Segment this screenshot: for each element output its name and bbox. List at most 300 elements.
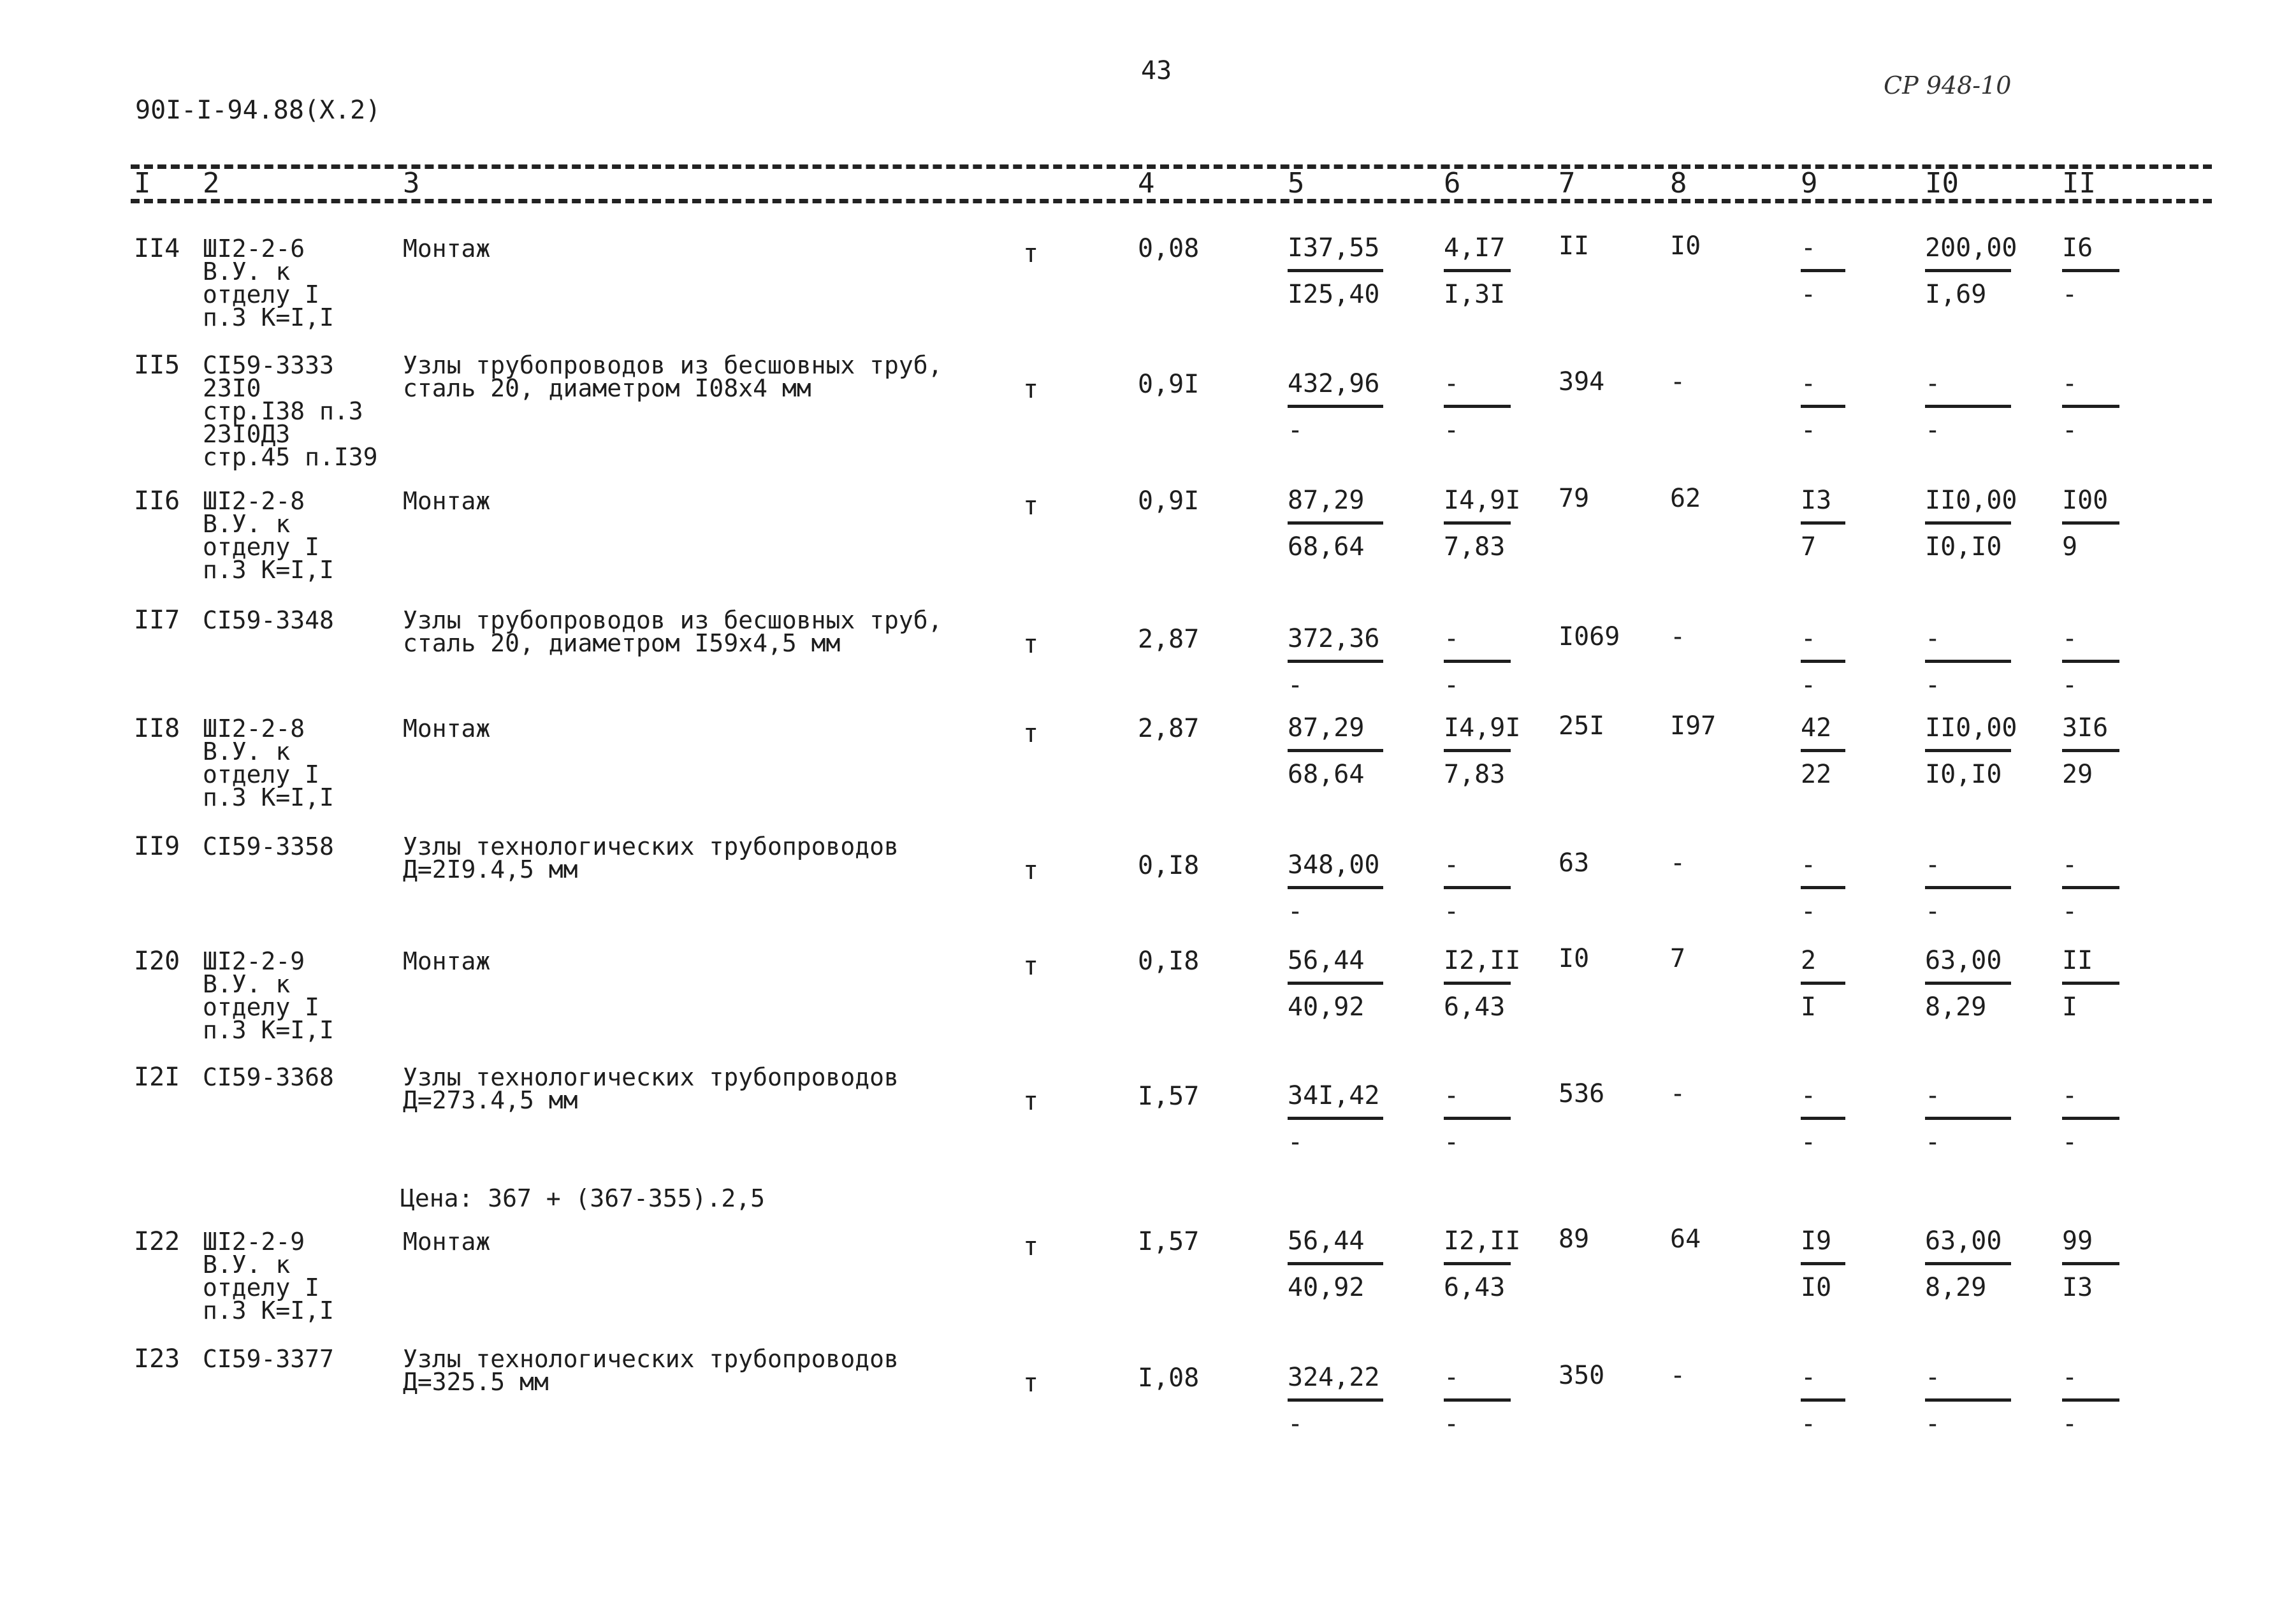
col10-value-denominator: 8,29 xyxy=(1925,1273,1987,1302)
fraction-bar xyxy=(1444,405,1511,408)
col9-value-numerator: - xyxy=(1801,1363,1817,1392)
resource-code xyxy=(203,487,334,584)
col11-value xyxy=(2062,1228,2119,1301)
col6-value-numerator: I4,9I xyxy=(1444,713,1521,743)
resource-code-line: п.3 К=I,I xyxy=(203,1016,334,1044)
col11-value-denominator: - xyxy=(2062,897,2078,926)
unit: т xyxy=(1023,952,1039,981)
col11-value-numerator: - xyxy=(2062,369,2078,398)
col5-value xyxy=(1288,947,1383,1020)
col11-value xyxy=(2062,235,2119,308)
col7-value: 25I xyxy=(1559,711,1605,741)
document-code: 90I-I-94.88(X.2) xyxy=(135,96,381,125)
col8-value: 64 xyxy=(1670,1224,1701,1254)
fraction-bar xyxy=(2062,982,2119,985)
fraction-bar xyxy=(1444,749,1511,752)
resource-code-line: ШI2-2-9 xyxy=(203,947,305,975)
work-description-line: Узлы технологических трубопроводов xyxy=(403,1063,899,1091)
col5-value-denominator: 40,92 xyxy=(1288,992,1365,1022)
column-header: I0 xyxy=(1925,167,1959,200)
col10-value xyxy=(1925,370,2011,444)
col10-value-numerator: 63,00 xyxy=(1925,1226,2002,1256)
resource-code-line: п.3 К=I,I xyxy=(203,1296,334,1325)
fraction-bar xyxy=(1801,1398,1845,1402)
col9-value xyxy=(1801,947,1845,1020)
resource-code-line: отделу I xyxy=(203,280,320,309)
col6-value-denominator: - xyxy=(1444,1128,1460,1157)
work-description xyxy=(403,947,491,975)
col5-value-numerator: 324,22 xyxy=(1288,1363,1380,1392)
col8-value: - xyxy=(1670,622,1686,651)
col9-value-numerator: - xyxy=(1801,850,1817,880)
col11-value xyxy=(2062,947,2119,1020)
col9-value-denominator: 22 xyxy=(1801,760,1832,789)
col6-value xyxy=(1444,946,1521,1022)
fraction-bar xyxy=(1444,982,1511,985)
col9-value-denominator: - xyxy=(1801,1409,1817,1439)
col5-value-numerator: 348,00 xyxy=(1288,850,1380,880)
fraction-bar xyxy=(2062,886,2119,889)
row-number: II7 xyxy=(134,606,180,635)
col9-value-denominator: - xyxy=(1801,416,1817,445)
col5-value-denominator: I25,40 xyxy=(1288,280,1380,309)
fraction-bar xyxy=(1288,886,1383,889)
unit: т xyxy=(1023,1232,1039,1261)
work-description-line: Узлы трубопроводов из бесшовных труб, xyxy=(403,351,943,379)
col6-value xyxy=(1444,486,1521,562)
col5-value xyxy=(1288,625,1383,699)
col10-value xyxy=(1925,233,2017,309)
col9-value-denominator: 7 xyxy=(1801,532,1817,562)
fraction-bar xyxy=(1288,749,1383,752)
col7-value: I0 xyxy=(1559,944,1590,973)
col10-value-numerator: - xyxy=(1925,624,1941,653)
resource-code-line: отделу I xyxy=(203,1274,320,1302)
row-number: II5 xyxy=(134,351,180,380)
resource-code-line: В.У. к xyxy=(203,737,291,766)
col9-value-denominator: I0 xyxy=(1801,1273,1832,1302)
column-header: 6 xyxy=(1444,167,1461,200)
work-description-line: сталь 20, диаметром I08х4 мм xyxy=(403,374,811,402)
col10-value xyxy=(1925,852,2011,925)
fraction-bar xyxy=(1801,269,1845,272)
col6-value xyxy=(1444,370,1511,444)
col9-value xyxy=(1801,487,1845,560)
resource-code xyxy=(203,947,334,1044)
resource-code-line: отделу I xyxy=(203,533,320,561)
row-number: I20 xyxy=(134,947,180,976)
col10-value-denominator: - xyxy=(1925,1409,1941,1439)
resource-code xyxy=(203,606,334,634)
fraction-bar xyxy=(1925,405,2011,408)
col11-value xyxy=(2062,852,2119,925)
fraction-bar xyxy=(1801,405,1845,408)
fraction-bar xyxy=(2062,1262,2119,1265)
col9-value xyxy=(1801,235,1845,308)
fraction-bar xyxy=(1801,749,1845,752)
col5-value-numerator: 87,29 xyxy=(1288,486,1365,515)
resource-code-line: В.У. к xyxy=(203,258,291,286)
resource-code-line: СI59-3377 xyxy=(203,1345,334,1373)
work-description xyxy=(403,832,899,883)
unit: т xyxy=(1023,239,1039,268)
fraction-bar xyxy=(1288,660,1383,663)
unit: т xyxy=(1023,1087,1039,1116)
work-description xyxy=(403,235,491,263)
col6-value xyxy=(1444,235,1511,308)
col6-value xyxy=(1444,852,1511,925)
fraction-bar xyxy=(2062,405,2119,408)
col10-value-numerator: - xyxy=(1925,1363,1941,1392)
fraction-bar xyxy=(2062,269,2119,272)
col5-value-numerator: 432,96 xyxy=(1288,369,1380,398)
col10-value-denominator: I0,I0 xyxy=(1925,532,2002,562)
resource-code-line: п.3 К=I,I xyxy=(203,556,334,584)
fraction-bar xyxy=(1925,521,2011,525)
quantity: I,57 xyxy=(1138,1082,1200,1111)
fraction-bar xyxy=(1288,1398,1383,1402)
col11-value xyxy=(2062,1082,2119,1156)
col11-value xyxy=(2062,625,2119,699)
col11-value-numerator: - xyxy=(2062,1363,2078,1392)
quantity: 0,9I xyxy=(1138,370,1200,399)
resource-code-line: ШI2-2-6 xyxy=(203,235,305,263)
fraction-bar xyxy=(1801,660,1845,663)
col11-value-numerator: I00 xyxy=(2062,486,2109,515)
col5-value-denominator: - xyxy=(1288,1409,1304,1439)
work-description xyxy=(403,1228,491,1256)
fraction-bar xyxy=(2062,1398,2119,1402)
unit: т xyxy=(1023,719,1039,748)
col9-value-denominator: - xyxy=(1801,671,1817,700)
fraction-bar xyxy=(1925,982,2011,985)
work-description-line: Д=2I9.4,5 мм xyxy=(403,855,578,883)
col10-value-denominator: - xyxy=(1925,897,1941,926)
col11-value-numerator: - xyxy=(2062,850,2078,880)
page-number: 43 xyxy=(1141,56,1172,85)
col7-value: II xyxy=(1559,231,1590,261)
fraction-bar xyxy=(1801,886,1845,889)
col7-value: 394 xyxy=(1559,367,1605,396)
col8-value: I0 xyxy=(1670,231,1701,261)
col9-value xyxy=(1801,370,1845,444)
work-description xyxy=(403,1345,899,1396)
col6-value-denominator: 7,83 xyxy=(1444,760,1506,789)
fraction-bar xyxy=(1801,982,1845,985)
unit: т xyxy=(1023,630,1039,659)
column-header: II xyxy=(2062,167,2096,200)
resource-code xyxy=(203,832,334,860)
fraction-bar xyxy=(1288,269,1383,272)
col11-value-denominator: - xyxy=(2062,1409,2078,1439)
col6-value-denominator: 6,43 xyxy=(1444,992,1506,1022)
resource-code-line: СI59-3333 xyxy=(203,351,334,379)
col11-value-denominator: - xyxy=(2062,671,2078,700)
col5-value-denominator: - xyxy=(1288,897,1304,926)
fraction-bar xyxy=(1801,521,1845,525)
fraction-bar xyxy=(1288,982,1383,985)
work-description-line: Д=273.4,5 мм xyxy=(403,1086,578,1114)
fraction-bar xyxy=(1925,1398,2011,1402)
quantity: I,08 xyxy=(1138,1363,1200,1393)
quantity: 0,08 xyxy=(1138,234,1200,263)
col9-value xyxy=(1801,1082,1845,1156)
row-number: II6 xyxy=(134,486,180,516)
resource-code xyxy=(203,1345,334,1373)
fraction-bar xyxy=(2062,1117,2119,1120)
resource-code-line: 23I0 xyxy=(203,374,261,402)
fraction-bar xyxy=(2062,521,2119,525)
col10-value-denominator: - xyxy=(1925,671,1941,700)
unit: т xyxy=(1023,491,1039,521)
col6-value-denominator: - xyxy=(1444,1409,1460,1439)
resource-code-line: ШI2-2-8 xyxy=(203,715,305,743)
col6-value-numerator: 4,I7 xyxy=(1444,233,1506,263)
col9-value xyxy=(1801,1228,1845,1301)
fraction-bar xyxy=(1444,521,1511,525)
col9-value xyxy=(1801,1364,1845,1437)
col5-value-denominator: 68,64 xyxy=(1288,532,1365,562)
resource-code-line: отделу I xyxy=(203,760,320,788)
work-description-line: Д=325.5 мм xyxy=(403,1368,549,1396)
work-description xyxy=(403,715,491,743)
resource-code xyxy=(203,1063,334,1091)
resource-code xyxy=(203,1228,334,1325)
col5-value xyxy=(1288,487,1383,560)
col10-value xyxy=(1925,625,2011,699)
fraction-bar xyxy=(1925,269,2011,272)
column-header: 5 xyxy=(1288,167,1305,200)
column-header: 8 xyxy=(1670,167,1687,200)
col9-value xyxy=(1801,852,1845,925)
col6-value-numerator: I2,II xyxy=(1444,946,1521,975)
fraction-bar xyxy=(1444,660,1511,663)
col5-value-denominator: 40,92 xyxy=(1288,1273,1365,1302)
col8-value: - xyxy=(1670,367,1686,396)
col6-value-numerator: - xyxy=(1444,369,1460,398)
col6-value-denominator: - xyxy=(1444,671,1460,700)
fraction-bar xyxy=(1444,1117,1511,1120)
header-rule-bottom xyxy=(131,199,2212,203)
col9-value xyxy=(1801,625,1845,699)
col10-value-numerator: II0,00 xyxy=(1925,713,2017,743)
col9-value-numerator: - xyxy=(1801,233,1817,263)
col10-value xyxy=(1925,1082,2011,1156)
resource-code-line: СI59-3358 xyxy=(203,832,334,860)
col11-value-denominator: I3 xyxy=(2062,1273,2093,1302)
fraction-bar xyxy=(1444,886,1511,889)
col11-value-numerator: I6 xyxy=(2062,233,2093,263)
col10-value-numerator: 200,00 xyxy=(1925,233,2017,263)
column-header: 7 xyxy=(1559,167,1576,200)
col8-value: I97 xyxy=(1670,711,1717,741)
col9-value-numerator: 42 xyxy=(1801,713,1832,743)
col11-value-denominator: 9 xyxy=(2062,532,2078,562)
col8-value: 7 xyxy=(1670,944,1686,973)
resource-code xyxy=(203,237,334,329)
work-description-line: Узлы технологических трубопроводов xyxy=(403,832,899,860)
work-description-line: Узлы трубопроводов из бесшовных труб, xyxy=(403,606,943,634)
col9-value-denominator: - xyxy=(1801,280,1817,309)
col9-value-denominator: I xyxy=(1801,992,1817,1022)
resource-code-line: В.У. к xyxy=(203,970,291,998)
col7-value: I069 xyxy=(1559,622,1620,651)
work-description-line: Монтаж xyxy=(403,487,491,515)
col6-value-numerator: I2,II xyxy=(1444,1226,1521,1256)
resource-code-line: ШI2-2-9 xyxy=(203,1228,305,1256)
col5-value xyxy=(1288,715,1383,788)
col9-value-denominator: - xyxy=(1801,1128,1817,1157)
col11-value-numerator: 3I6 xyxy=(2062,713,2109,743)
col7-value: 63 xyxy=(1559,848,1590,878)
col6-value-numerator: - xyxy=(1444,1363,1460,1392)
fraction-bar xyxy=(1801,1262,1845,1265)
unit: т xyxy=(1023,375,1039,404)
col5-value xyxy=(1288,370,1383,444)
col11-value-numerator: - xyxy=(2062,624,2078,653)
col6-value xyxy=(1444,1364,1511,1437)
fraction-bar xyxy=(1444,269,1511,272)
quantity: 0,9I xyxy=(1138,486,1200,516)
resource-code-line: СI59-3348 xyxy=(203,606,334,634)
col9-value-numerator: 2 xyxy=(1801,946,1817,975)
col11-value-numerator: - xyxy=(2062,1081,2078,1110)
quantity: 0,I8 xyxy=(1138,851,1200,880)
resource-code-line: В.У. к xyxy=(203,1251,291,1279)
quantity: 0,I8 xyxy=(1138,947,1200,976)
col5-value-numerator: 56,44 xyxy=(1288,946,1365,975)
col10-value-numerator: - xyxy=(1925,850,1941,880)
work-description xyxy=(403,351,943,402)
col5-value-numerator: I37,55 xyxy=(1288,233,1380,263)
col10-value xyxy=(1925,947,2011,1020)
col6-value-denominator: - xyxy=(1444,897,1460,926)
col10-value xyxy=(1925,486,2017,562)
column-header: 3 xyxy=(403,167,420,200)
col8-value: - xyxy=(1670,1079,1686,1108)
col11-value-denominator: I xyxy=(2062,992,2078,1022)
col11-value-numerator: II xyxy=(2062,946,2093,975)
fraction-bar xyxy=(1801,1117,1845,1120)
col8-value: 62 xyxy=(1670,484,1701,513)
col6-value-denominator: 6,43 xyxy=(1444,1273,1506,1302)
resource-code-line: п.3 К=I,I xyxy=(203,303,334,331)
unit: т xyxy=(1023,1369,1039,1398)
col6-value-denominator: - xyxy=(1444,416,1460,445)
fraction-bar xyxy=(1444,1262,1511,1265)
col7-value: 89 xyxy=(1559,1224,1590,1254)
col10-value-denominator: - xyxy=(1925,416,1941,445)
col11-value-numerator: 99 xyxy=(2062,1226,2093,1256)
col5-value-numerator: 372,36 xyxy=(1288,624,1380,653)
col9-value-numerator: - xyxy=(1801,369,1817,398)
col6-value xyxy=(1444,625,1511,699)
col5-value-numerator: 87,29 xyxy=(1288,713,1365,743)
column-header: 9 xyxy=(1801,167,1818,200)
fraction-bar xyxy=(1925,749,2011,752)
col9-value-numerator: - xyxy=(1801,1081,1817,1110)
resource-code-line: п.3 К=I,I xyxy=(203,783,334,811)
fraction-bar xyxy=(1925,1117,2011,1120)
col9-value-numerator: - xyxy=(1801,624,1817,653)
col6-value-denominator: 7,83 xyxy=(1444,532,1506,562)
col5-value-denominator: - xyxy=(1288,416,1304,445)
col10-value-numerator: - xyxy=(1925,369,1941,398)
quantity: I,57 xyxy=(1138,1227,1200,1256)
col10-value-denominator: - xyxy=(1925,1128,1941,1157)
quantity: 2,87 xyxy=(1138,625,1200,654)
col10-value-numerator: 63,00 xyxy=(1925,946,2002,975)
work-description-line: Монтаж xyxy=(403,715,491,743)
work-description-line: сталь 20, диаметром I59х4,5 мм xyxy=(403,629,841,657)
column-header: 4 xyxy=(1138,167,1155,200)
resource-code-line: отделу I xyxy=(203,993,320,1021)
row-number: I2I xyxy=(134,1063,180,1092)
fraction-bar xyxy=(2062,749,2119,752)
row-number: II4 xyxy=(134,234,180,263)
col5-value-numerator: 56,44 xyxy=(1288,1226,1365,1256)
resource-code-line: 23I0ДЗ xyxy=(203,420,291,448)
col7-value: 79 xyxy=(1559,484,1590,513)
col5-value xyxy=(1288,1082,1383,1156)
col6-value xyxy=(1444,1082,1511,1156)
col9-value-denominator: - xyxy=(1801,897,1817,926)
col6-value-numerator: I4,9I xyxy=(1444,486,1521,515)
work-description-line: Монтаж xyxy=(403,947,491,975)
col5-value-denominator: 68,64 xyxy=(1288,760,1365,789)
fraction-bar xyxy=(1288,1117,1383,1120)
col7-value: 350 xyxy=(1559,1361,1605,1390)
resource-code-line: В.У. к xyxy=(203,510,291,538)
resource-code-line: ШI2-2-8 xyxy=(203,487,305,515)
col10-value xyxy=(1925,1228,2011,1301)
col10-value-numerator: II0,00 xyxy=(1925,486,2017,515)
header-rule-top xyxy=(131,164,2212,169)
resource-code xyxy=(203,351,378,471)
col11-value-denominator: - xyxy=(2062,1128,2078,1157)
col6-value-numerator: - xyxy=(1444,850,1460,880)
fraction-bar xyxy=(1444,1398,1511,1402)
fraction-bar xyxy=(1925,660,2011,663)
fraction-bar xyxy=(1925,1262,2011,1265)
col5-value-denominator: - xyxy=(1288,1128,1304,1157)
row-number: I23 xyxy=(134,1344,180,1374)
fraction-bar xyxy=(1288,521,1383,525)
col9-value-numerator: I9 xyxy=(1801,1226,1832,1256)
col9-value-numerator: I3 xyxy=(1801,486,1832,515)
col5-value xyxy=(1288,852,1383,925)
col11-value xyxy=(2062,370,2119,444)
row-number: II8 xyxy=(134,714,180,743)
col9-value xyxy=(1801,715,1845,788)
column-header: I xyxy=(134,167,151,200)
row-number: I22 xyxy=(134,1227,180,1256)
resource-code-line: стр.45 п.I39 xyxy=(203,443,378,471)
col10-value-denominator: 8,29 xyxy=(1925,992,1987,1022)
col6-value-numerator: - xyxy=(1444,1081,1460,1110)
unit: т xyxy=(1023,856,1039,885)
col5-value-numerator: 34I,42 xyxy=(1288,1081,1380,1110)
handwritten-note: СР 948-10 xyxy=(1884,71,2012,99)
work-description-line: Узлы технологических трубопроводов xyxy=(403,1345,899,1373)
resource-code xyxy=(203,717,334,809)
col11-value xyxy=(2062,715,2119,788)
fraction-bar xyxy=(1288,1262,1383,1265)
resource-code-line: стр.I38 п.3 xyxy=(203,397,363,425)
fraction-bar xyxy=(1288,405,1383,408)
col8-value: - xyxy=(1670,848,1686,878)
col5-value xyxy=(1288,235,1383,308)
